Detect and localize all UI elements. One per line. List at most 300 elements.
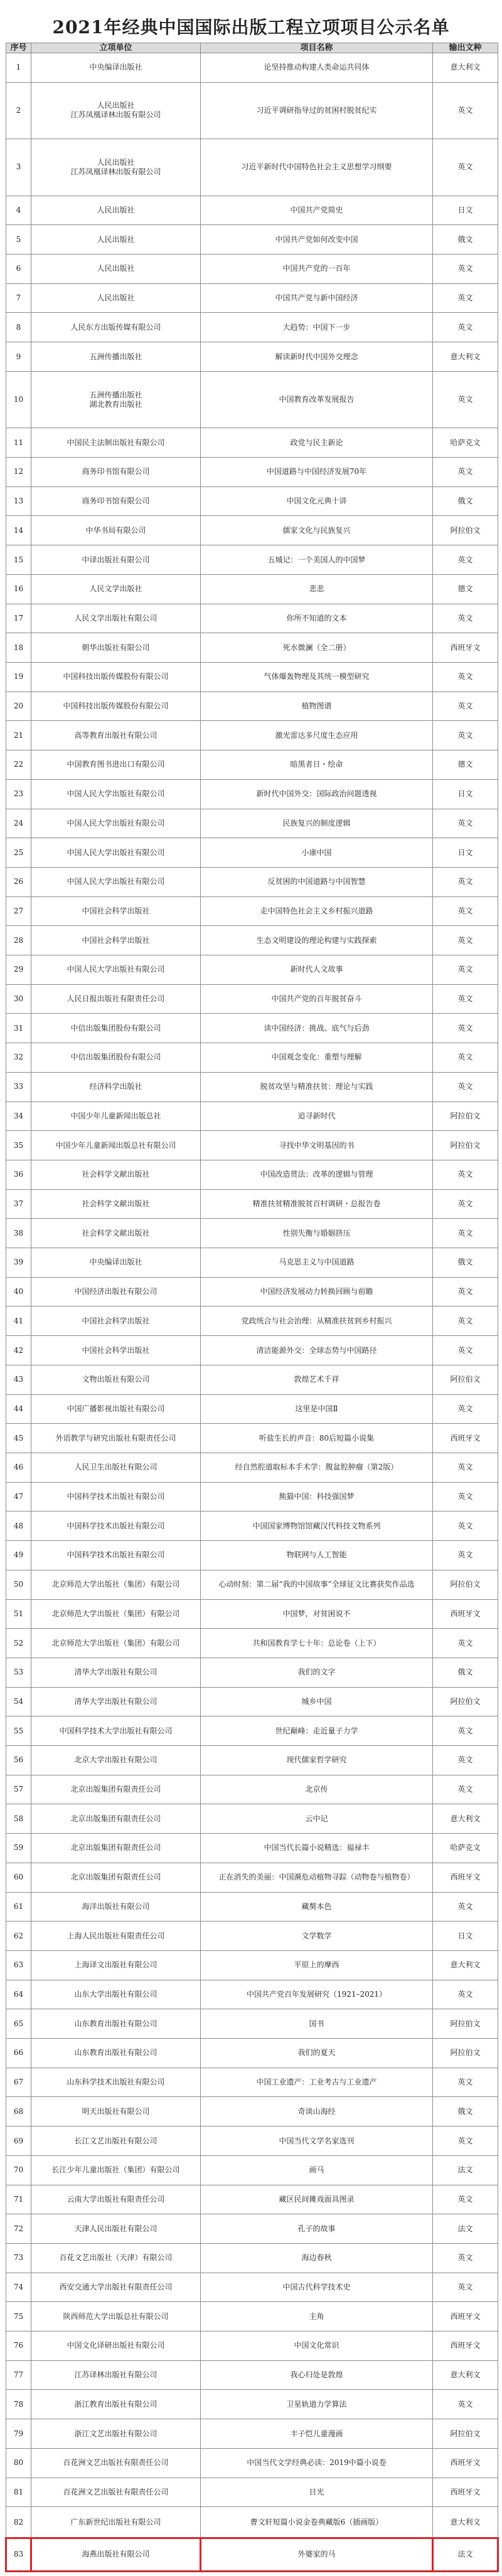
table-row — [6, 984, 498, 1014]
table-row — [6, 809, 498, 838]
cell-project: 文学数学 — [201, 1921, 433, 1951]
cell-project: 读中国经济：挑战、底气与后劲 — [201, 1014, 433, 1043]
table-row — [6, 663, 498, 692]
cell-project: 画马 — [201, 2155, 433, 2185]
table-row — [6, 1306, 498, 1336]
cell-project: 国书 — [201, 2009, 433, 2039]
cell-unit: 清华大学出版社有限公司 — [31, 1658, 201, 1687]
cell-unit: 外语教学与研究出版社有限责任公司 — [31, 1424, 201, 1453]
cell-language: 意大利文 — [433, 1950, 498, 1980]
cell-project: 中国观念变化：重塑与理解 — [201, 1043, 433, 1073]
cell-language: 英文 — [433, 2068, 498, 2097]
cell-unit: 中央编译出版社 — [31, 53, 201, 83]
cell-index: 82 — [6, 2507, 31, 2538]
cell-index: 10 — [6, 371, 31, 428]
cell-unit: 广东新世纪出版社有限公司 — [31, 2507, 201, 2538]
cell-index: 44 — [6, 1394, 31, 1424]
cell-project: 共和国教育学七十年：总论卷（上下） — [201, 1629, 433, 1658]
cell-index: 25 — [6, 838, 31, 868]
cell-index: 17 — [6, 604, 31, 633]
cell-index: 62 — [6, 1921, 31, 1951]
cell-project: 平原上的摩西 — [201, 1950, 433, 1980]
cell-project: 这里是中国Ⅱ — [201, 1394, 433, 1424]
cell-project: 性别失衡与婚姻挤压 — [201, 1219, 433, 1248]
table-row — [6, 1921, 498, 1951]
cell-language: 阿拉伯文 — [433, 1687, 498, 1716]
cell-index: 31 — [6, 1014, 31, 1043]
cell-index: 34 — [6, 1101, 31, 1131]
table-row — [6, 2448, 498, 2478]
table-row — [6, 2185, 498, 2214]
cell-language: 英文 — [433, 2185, 498, 2214]
cell-index: 22 — [6, 750, 31, 780]
cell-project: 中国经济发展动力转换回顾与前瞻 — [201, 1277, 433, 1306]
cell-unit: 中国社会科学出版社 — [31, 896, 201, 926]
table-row — [6, 1189, 498, 1219]
table-row — [6, 2360, 498, 2390]
cell-project: 激光雷达多尺度生态应用 — [201, 721, 433, 750]
cell-language: 西班牙文 — [433, 2448, 498, 2478]
cell-language: 哈萨克文 — [433, 1834, 498, 1863]
cell-project: 中国共产党百年发展研究（1921–2021） — [201, 1980, 433, 2009]
cell-unit: 中国少年儿童新闻出版总社有限公司 — [31, 1131, 201, 1160]
cell-language: 俄文 — [433, 2097, 498, 2127]
cell-unit: 朝华出版社有限公司 — [31, 633, 201, 663]
cell-language: 英文 — [433, 604, 498, 633]
cell-project: 新时代人文故事 — [201, 955, 433, 985]
cell-project: 北京传 — [201, 1775, 433, 1804]
cell-language: 日文 — [433, 838, 498, 868]
cell-index: 11 — [6, 428, 31, 458]
cell-language: 西班牙文 — [433, 2302, 498, 2332]
table-row — [6, 1980, 498, 2009]
cell-index: 30 — [6, 984, 31, 1014]
cell-language: 法文 — [433, 2538, 498, 2571]
cell-project: 小康中国 — [201, 838, 433, 868]
cell-index: 21 — [6, 721, 31, 750]
cell-language: 英文 — [433, 1219, 498, 1248]
cell-language: 阿拉伯文 — [433, 516, 498, 545]
cell-unit: 长江少年儿童出版社（集团）有限公司 — [31, 2155, 201, 2185]
cell-index: 33 — [6, 1072, 31, 1101]
table-row — [6, 313, 498, 342]
cell-project: 藏獒本色 — [201, 1892, 433, 1921]
cell-index: 53 — [6, 1658, 31, 1687]
cell-unit: 中国人民大学出版社有限公司 — [31, 838, 201, 868]
cell-unit: 浙江文艺出版社有限公司 — [31, 2419, 201, 2449]
cell-project: 奇谈山海经 — [201, 2097, 433, 2127]
cell-language: 英文 — [433, 139, 498, 196]
table-row — [6, 2214, 498, 2244]
cell-project: 世纪巅峰：走近量子力学 — [201, 1716, 433, 1746]
table-row — [6, 371, 498, 428]
cell-index: 50 — [6, 1570, 31, 1599]
table-row — [6, 2097, 498, 2127]
cell-project: 中国国家博物馆馆藏汉代科技文物系列 — [201, 1511, 433, 1541]
table-row — [6, 2273, 498, 2302]
table-row — [6, 1014, 498, 1043]
cell-index: 16 — [6, 574, 31, 604]
cell-project: 生态文明建设的理论构建与实践探索 — [201, 926, 433, 955]
table-row — [6, 2068, 498, 2097]
cell-project: 中国共产党如何改变中国 — [201, 225, 433, 255]
table-row — [6, 2390, 498, 2419]
cell-unit: 中国科技出版传媒股份有限公司 — [31, 691, 201, 721]
cell-unit: 人民出版社 江苏凤凰译林出版有限公司 — [31, 82, 201, 139]
cell-unit: 北京师范大学出版社（集团）有限公司 — [31, 1599, 201, 1629]
table-row — [6, 486, 498, 516]
cell-index: 6 — [6, 255, 31, 284]
table-row — [6, 458, 498, 487]
cell-language: 法文 — [433, 2155, 498, 2185]
cell-language: 阿拉伯文 — [433, 1570, 498, 1599]
cell-language: 英文 — [433, 926, 498, 955]
table-row — [6, 1482, 498, 1511]
cell-unit: 中国经济出版社有限公司 — [31, 1277, 201, 1306]
table-row — [6, 1687, 498, 1716]
cell-project: 丰子恺儿童漫画 — [201, 2419, 433, 2449]
cell-unit: 中国社会科学出版社 — [31, 1306, 201, 1336]
cell-index: 42 — [6, 1336, 31, 1365]
cell-unit: 中国人民大学出版社有限公司 — [31, 867, 201, 896]
cell-project: 解读新时代中国外交理念 — [201, 342, 433, 372]
cell-index: 55 — [6, 1716, 31, 1746]
cell-unit: 社会科学文献出版社 — [31, 1160, 201, 1189]
cell-project: 气体爆轰物理及其统一模型研究 — [201, 663, 433, 692]
cell-unit: 社会科学文献出版社 — [31, 1189, 201, 1219]
cell-index: 60 — [6, 1863, 31, 1892]
cell-index: 39 — [6, 1248, 31, 1278]
cell-language: 英文 — [433, 955, 498, 985]
cell-project: 中国文化常识 — [201, 2332, 433, 2361]
cell-language: 英文 — [433, 371, 498, 428]
cell-index: 79 — [6, 2419, 31, 2449]
cell-language: 英文 — [433, 809, 498, 838]
table-row — [6, 1570, 498, 1599]
cell-index: 83 — [6, 2538, 31, 2571]
document-title: 2021年经典中国国际出版工程立项项目公示名单 — [52, 17, 450, 38]
cell-index: 24 — [6, 809, 31, 838]
cell-unit: 陕西师范大学出版总社有限公司 — [31, 2302, 201, 2332]
table-row — [6, 1863, 498, 1892]
cell-index: 19 — [6, 663, 31, 692]
cell-index: 20 — [6, 691, 31, 721]
table-row — [6, 633, 498, 663]
cell-unit: 百花洲文艺出版社有限责任公司 — [31, 2448, 201, 2478]
cell-project: 中国共产党与新中国经济 — [201, 283, 433, 313]
table-row — [6, 1248, 498, 1278]
table-row — [6, 1629, 498, 1658]
cell-unit: 中国人民大学出版社有限公司 — [31, 809, 201, 838]
table-row — [6, 1072, 498, 1101]
header-language: 输出文种 — [433, 43, 498, 53]
cell-unit: 中国科学技术出版社有限公司 — [31, 1482, 201, 1511]
table-row — [6, 1365, 498, 1394]
cell-index: 80 — [6, 2448, 31, 2478]
cell-index: 15 — [6, 545, 31, 575]
table-row — [6, 1541, 498, 1570]
cell-index: 41 — [6, 1306, 31, 1336]
cell-index: 47 — [6, 1482, 31, 1511]
cell-language: 德文 — [433, 574, 498, 604]
cell-unit: 人民出版社 — [31, 283, 201, 313]
cell-index: 73 — [6, 2243, 31, 2273]
cell-project: 走中国特色社会主义乡村振兴道路 — [201, 896, 433, 926]
cell-index: 18 — [6, 633, 31, 663]
table-row — [6, 750, 498, 780]
table-row — [6, 196, 498, 225]
cell-language: 英文 — [433, 1892, 498, 1921]
table-row — [6, 896, 498, 926]
cell-index: 3 — [6, 139, 31, 196]
table-row — [6, 1453, 498, 1482]
cell-language: 英文 — [433, 867, 498, 896]
cell-language: 英文 — [433, 1980, 498, 2009]
cell-unit: 山东大学出版社有限公司 — [31, 1980, 201, 2009]
cell-unit: 人民日报出版社有限责任公司 — [31, 984, 201, 1014]
cell-unit: 商务印书馆有限公司 — [31, 486, 201, 516]
cell-language: 日文 — [433, 1921, 498, 1951]
cell-project: 马克思主义与中国道路 — [201, 1248, 433, 1278]
header-project: 项目名称 — [201, 43, 433, 53]
cell-index: 7 — [6, 283, 31, 313]
cell-project: 死水微澜（全二册） — [201, 633, 433, 663]
cell-unit: 明天出版社有限公司 — [31, 2097, 201, 2127]
cell-index: 32 — [6, 1043, 31, 1073]
cell-language: 英文 — [433, 1541, 498, 1570]
cell-language: 英文 — [433, 1336, 498, 1365]
cell-project: 中国古代科学技术史 — [201, 2273, 433, 2302]
cell-unit: 人民出版社 江苏凤凰译林出版有限公司 — [31, 139, 201, 196]
cell-index: 43 — [6, 1365, 31, 1394]
cell-unit: 天津人民出版社有限公司 — [31, 2214, 201, 2244]
cell-index: 29 — [6, 955, 31, 985]
table-row — [6, 955, 498, 985]
cell-project: 反贫困的中国道路与中国智慧 — [201, 867, 433, 896]
table-row — [6, 574, 498, 604]
cell-unit: 中国科学技术大学出版社有限公司 — [31, 1716, 201, 1746]
table-row — [6, 1394, 498, 1424]
cell-language: 俄文 — [433, 486, 498, 516]
cell-unit: 中国人民大学出版社有限公司 — [31, 779, 201, 809]
cell-unit: 中国社会科学出版社 — [31, 1336, 201, 1365]
cell-index: 49 — [6, 1541, 31, 1570]
cell-unit: 百花文艺出版社（天津）有限公司 — [31, 2243, 201, 2273]
cell-project: 政党与民主新论 — [201, 428, 433, 458]
cell-language: 法文 — [433, 2214, 498, 2244]
cell-index: 9 — [6, 342, 31, 372]
cell-project: 清洁能源外交：全球态势与中国路径 — [201, 1336, 433, 1365]
cell-project: 习近平新时代中国特色社会主义思想学习纲要 — [201, 139, 433, 196]
cell-project: 经自然腔道取标本手术学：腹盆腔肿瘤（第2版） — [201, 1453, 433, 1482]
cell-index: 4 — [6, 196, 31, 225]
table-row — [6, 1160, 498, 1189]
cell-language: 阿拉伯文 — [433, 1101, 498, 1131]
cell-unit: 商务印书馆有限公司 — [31, 458, 201, 487]
cell-unit: 中信出版集团股份有限公司 — [31, 1043, 201, 1073]
cell-unit: 人民出版社 — [31, 225, 201, 255]
cell-project: 外婆家的马 — [201, 2538, 433, 2571]
cell-language: 西班牙文 — [433, 1863, 498, 1892]
table-row — [6, 1511, 498, 1541]
cell-language: 西班牙文 — [433, 2478, 498, 2507]
cell-language: 英文 — [433, 1746, 498, 1775]
table-row — [6, 2507, 498, 2538]
cell-index: 78 — [6, 2390, 31, 2419]
cell-index: 71 — [6, 2185, 31, 2214]
table-row — [6, 2127, 498, 2156]
cell-unit: 北京大学出版社有限公司 — [31, 1746, 201, 1775]
cell-unit: 中国人民大学出版社有限公司 — [31, 955, 201, 985]
cell-unit: 海燕出版社有限公司 — [31, 2538, 201, 2571]
cell-project: 中国当代文学名家选刊 — [201, 2127, 433, 2156]
table-row — [6, 1043, 498, 1073]
table-row — [6, 926, 498, 955]
table-row — [6, 545, 498, 575]
table-row — [6, 342, 498, 372]
cell-language: 英文 — [433, 691, 498, 721]
cell-unit: 中华书局有限公司 — [31, 516, 201, 545]
cell-unit: 中国科学技术出版社有限公司 — [31, 1541, 201, 1570]
table-row — [6, 779, 498, 809]
cell-project: 主角 — [201, 2302, 433, 2332]
cell-index: 27 — [6, 896, 31, 926]
table-row — [6, 2155, 498, 2185]
cell-language: 西班牙文 — [433, 2332, 498, 2361]
cell-index: 66 — [6, 2039, 31, 2068]
table-row — [6, 604, 498, 633]
cell-index: 1 — [6, 53, 31, 83]
table-row — [6, 1424, 498, 1453]
cell-unit: 山东教育出版社有限公司 — [31, 2009, 201, 2039]
cell-index: 57 — [6, 1775, 31, 1804]
cell-project: 敦煌艺术千祥 — [201, 1365, 433, 1394]
cell-index: 37 — [6, 1189, 31, 1219]
cell-index: 67 — [6, 2068, 31, 2097]
table-row — [6, 1336, 498, 1365]
cell-unit: 浙江教育出版社有限公司 — [31, 2390, 201, 2419]
cell-language: 英文 — [433, 1014, 498, 1043]
cell-language: 英文 — [433, 1511, 498, 1541]
cell-project: 孔子的故事 — [201, 2214, 433, 2244]
cell-language: 日文 — [433, 779, 498, 809]
table-header-row — [6, 43, 498, 53]
cell-language: 英文 — [433, 1160, 498, 1189]
table-row — [6, 516, 498, 545]
cell-language: 哈萨克文 — [433, 428, 498, 458]
table-row — [6, 139, 498, 196]
cell-language: 英文 — [433, 545, 498, 575]
cell-index: 40 — [6, 1277, 31, 1306]
cell-project: 日光 — [201, 2478, 433, 2507]
cell-language: 西班牙文 — [433, 1424, 498, 1453]
cell-language: 日文 — [433, 196, 498, 225]
cell-index: 45 — [6, 1424, 31, 1453]
table-row — [6, 225, 498, 255]
cell-language: 阿拉伯文 — [433, 2009, 498, 2039]
cell-index: 5 — [6, 225, 31, 255]
cell-language: 意大利文 — [433, 342, 498, 372]
cell-index: 38 — [6, 1219, 31, 1248]
cell-unit: 人民出版社 — [31, 255, 201, 284]
cell-index: 59 — [6, 1834, 31, 1863]
cell-language: 英文 — [433, 1629, 498, 1658]
cell-language: 英文 — [433, 2243, 498, 2273]
table-row — [6, 53, 498, 83]
table-row — [6, 838, 498, 868]
cell-project: 大趋势：中国下一步 — [201, 313, 433, 342]
cell-unit: 北京师范大学出版社（集团）有限公司 — [31, 1629, 201, 1658]
cell-project: 精准扶贫精准脱贫百村调研・总报告卷 — [201, 1189, 433, 1219]
cell-unit: 社会科学文献出版社 — [31, 1219, 201, 1248]
cell-project: 中国梦，对贫困说不 — [201, 1599, 433, 1629]
cell-language: 英文 — [433, 721, 498, 750]
cell-language: 英文 — [433, 1043, 498, 1073]
cell-index: 12 — [6, 458, 31, 487]
cell-project: 卫星轨道力学算法 — [201, 2390, 433, 2419]
cell-index: 2 — [6, 82, 31, 139]
cell-unit: 中国少年儿童新闻出版总社 — [31, 1101, 201, 1131]
cell-unit: 人民出版社 — [31, 196, 201, 225]
cell-index: 70 — [6, 2155, 31, 2185]
cell-unit: 中国文化译研出版社有限公司 — [31, 2332, 201, 2361]
cell-project: 民族复兴的制度逻辑 — [201, 809, 433, 838]
cell-project: 听盐生长的声音：80后短篇小说集 — [201, 1424, 433, 1453]
cell-index: 75 — [6, 2302, 31, 2332]
table-row — [6, 2332, 498, 2361]
cell-project: 暗黑者日・绘命 — [201, 750, 433, 780]
table-row — [6, 691, 498, 721]
table-row — [6, 721, 498, 750]
cell-project: 中国当代文学经典必读：2019中篇小说卷 — [201, 2448, 433, 2478]
cell-unit: 中国教育图书进出口有限公司 — [31, 750, 201, 780]
cell-language: 英文 — [433, 1775, 498, 1804]
cell-index: 63 — [6, 1950, 31, 1980]
cell-unit: 北京出版集团有限责任公司 — [31, 1775, 201, 1804]
cell-project: 论坚持推动构建人类命运共同体 — [201, 53, 433, 83]
cell-project: 中国共产党的一百年 — [201, 255, 433, 284]
cell-language: 西班牙文 — [433, 633, 498, 663]
cell-unit: 人民卫生出版社有限公司 — [31, 1453, 201, 1482]
cell-project: 五城记：一个美国人的中国梦 — [201, 545, 433, 575]
cell-project: 城乡中国 — [201, 1687, 433, 1716]
cell-language: 英文 — [433, 1394, 498, 1424]
cell-unit: 人民东方出版传媒有限公司 — [31, 313, 201, 342]
cell-index: 48 — [6, 1511, 31, 1541]
cell-project: 物联网与人工智能 — [201, 1541, 433, 1570]
cell-language: 英文 — [433, 1716, 498, 1746]
cell-index: 72 — [6, 2214, 31, 2244]
table-row — [6, 255, 498, 284]
cell-project: 儒家文化与民族复兴 — [201, 516, 433, 545]
cell-project: 中国改造贯法：改革的逻辑与管理 — [201, 1160, 433, 1189]
cell-language: 意大利文 — [433, 2360, 498, 2390]
cell-index: 77 — [6, 2360, 31, 2390]
cell-language: 英文 — [433, 1189, 498, 1219]
cell-index: 28 — [6, 926, 31, 955]
cell-index: 64 — [6, 1980, 31, 2009]
cell-unit: 海洋出版社有限公司 — [31, 1892, 201, 1921]
cell-index: 68 — [6, 2097, 31, 2127]
table-row — [6, 2302, 498, 2332]
cell-unit: 中国科学技术出版社有限公司 — [31, 1511, 201, 1541]
cell-language: 英文 — [433, 1453, 498, 1482]
cell-language: 英文 — [433, 984, 498, 1014]
cell-unit: 山东科学技术出版社有限公司 — [31, 2068, 201, 2097]
cell-language: 西班牙文 — [433, 1599, 498, 1629]
cell-index: 76 — [6, 2332, 31, 2361]
table-row — [6, 428, 498, 458]
